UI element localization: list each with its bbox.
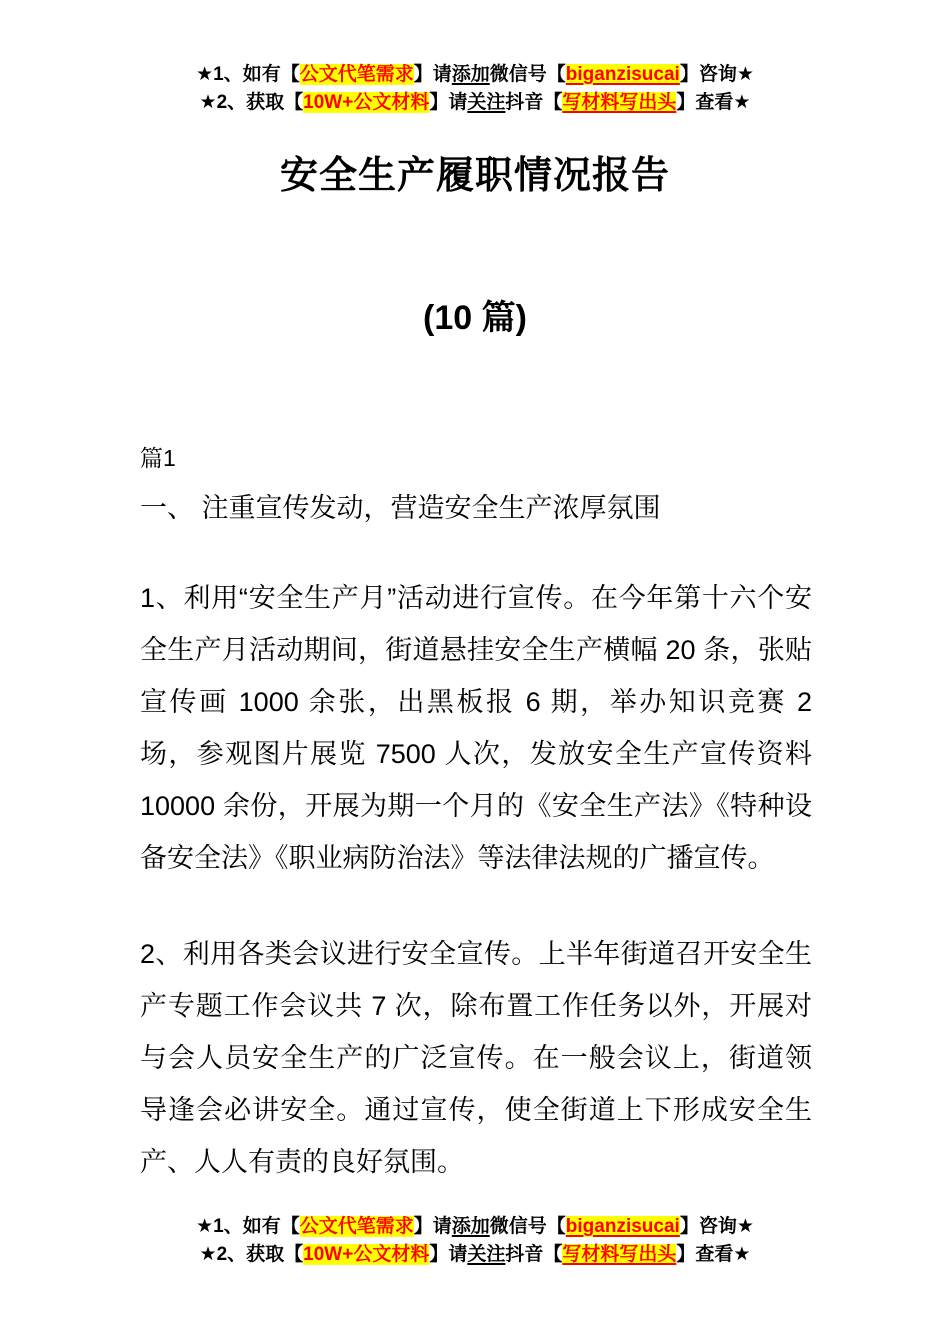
banner-underline-follow: 关注	[467, 92, 506, 113]
banner-text-prefix-2: ★2、获取【	[199, 92, 304, 113]
paragraph-2: 2、利用各类会议进行安全宣传。上半年街道召开安全生产专题工作会议共 7 次，除布置工作任务以外，开展对与会人员安全生产的广泛宣传。在一般会议上，街道领导逢会必讲安全。通过宣传，使全街道上下形成安全生产、人人有责的良好氛围。	[140, 939, 812, 1177]
footer-text-prefix-2: ★2、获取【	[199, 1244, 304, 1265]
banner-douyin-id: 写材料写出头	[562, 92, 677, 113]
footer-text-mid-2a: 】请	[429, 1244, 468, 1265]
footer-highlight-service-need: 公文代笔需求	[299, 1216, 414, 1237]
document-title: 安全生产履职情况报告	[279, 155, 670, 197]
document-subtitle: (10 篇)	[423, 299, 527, 337]
promo-banner-bottom-line-2	[0, 1241, 950, 1269]
banner-text-mid-2a: 】请	[429, 92, 468, 113]
banner-text-suffix-2: 】查看★	[676, 92, 751, 113]
footer-text-mid-1b: 微信号【	[489, 1216, 566, 1237]
footer-text-mid-2b: 抖音【	[505, 1244, 563, 1265]
footer-text-suffix-1: 】咨询★	[679, 1216, 754, 1237]
footer-wechat-id: biganzisucai	[565, 1216, 680, 1237]
banner-highlight-service-need: 公文代笔需求	[299, 64, 414, 85]
promo-banner-top-line-1	[0, 61, 950, 89]
footer-douyin-id: 写材料写出头	[562, 1244, 677, 1265]
footer-text-mid-1a: 】请	[413, 1216, 452, 1237]
footer-text-prefix-1: ★1、如有【	[196, 1216, 300, 1237]
promo-banner-bottom-line-1	[0, 1213, 950, 1241]
banner-underline-add: 添加	[451, 64, 490, 85]
footer-text-suffix-2: 】查看★	[676, 1244, 751, 1265]
banner-text-mid-1b: 微信号【	[489, 64, 566, 85]
promo-banner-top	[0, 0, 950, 117]
banner-text-mid-2b: 抖音【	[505, 92, 563, 113]
section-heading: 一、 注重宣传发动，营造安全生产浓厚氛围	[140, 493, 661, 523]
promo-banner-top-line-2	[0, 89, 950, 117]
banner-text-suffix-1: 】咨询★	[679, 64, 754, 85]
footer-highlight-materials: 10W+公文材料	[303, 1244, 430, 1265]
section-label: 篇1	[140, 445, 176, 471]
document-body	[140, 443, 812, 1188]
promo-banner-bottom	[0, 1213, 950, 1269]
banner-text-prefix-1: ★1、如有【	[196, 64, 300, 85]
banner-text-mid-1a: 】请	[413, 64, 452, 85]
banner-wechat-id: biganzisucai	[565, 64, 680, 85]
footer-underline-add: 添加	[451, 1216, 490, 1237]
banner-highlight-materials: 10W+公文材料	[303, 92, 430, 113]
footer-underline-follow: 关注	[467, 1244, 506, 1265]
paragraph-1: 1、利用“安全生产月”活动进行宣传。在今年第十六个安全生产月活动期间，街道悬挂安全生产横幅 20 条，张贴宣传画 1000 余张，出黑板报 6 期，举办知识竞赛 2 场，参观图片展览 7500 人次，发放安全生产宣传资料 10000 余份，开展为期一个月的《安全生产法》《特种设备安全法》《职业病防治法》等法律法规的广播宣传。	[140, 583, 812, 873]
